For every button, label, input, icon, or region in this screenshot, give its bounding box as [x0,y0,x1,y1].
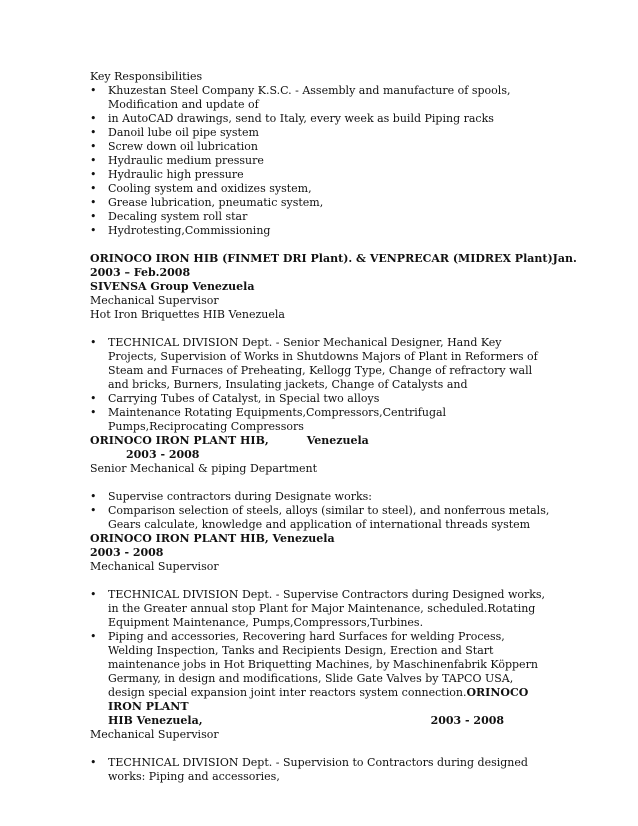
job1-subtitle: Hot Iron Briquettes HIB Venezuela [90,308,285,321]
job2-title: ORINOCO IRON PLANT HIB, [90,434,269,447]
job1-title: ORINOCO IRON HIB (FINMET DRI Plant). & VENPRECAR (MIDREX Plant) [90,252,553,265]
list-item: • Decaling system roll star [90,210,550,224]
job3-dates: 2003 - 2008 [90,546,164,559]
list-item: • Khuzestan Steel Company K.S.C. - Assembly and manufacture of spools, Modification and update of [90,84,550,112]
list-item: • Grease lubrication, pneumatic system, [90,196,550,210]
list-item: • Maintenance Rotating Equipments,Compressors,Centrifugal Pumps,Reciprocating Compressors [90,406,550,434]
job1-title-row [90,252,577,266]
job3-item2-bold-line2: HIB Venezuela, [108,714,203,727]
list-item: • Carrying Tubes of Catalyst, in Special two alloys [90,392,550,406]
job4-list [90,756,550,784]
list-item: • TECHNICAL DIVISION Dept. - Supervision to Contractors during designed works: Piping and accessories, [90,756,550,784]
job2-location: Venezuela [306,434,369,447]
job1-date: 2003 – Feb.2008 [90,266,191,279]
job2-dates: 2003 - 2008 [126,448,200,461]
job3-item2-bold-tail: ORINOCO IRON PLANT [108,686,529,713]
job2-role: Senior Mechanical & piping Department [90,462,318,475]
list-item: • Comparison selection of steels, alloys (similar to steel), and nonferrous metals, Gears calculate, knowledge and application of international threads system [90,504,550,532]
job3-item2-text: Piping and accessories, Recovering hard Surfaces for welding Process, Welding Inspection, Tanks and Recipients Design, Erection and Start maintenance jobs in Hot Briquetting Machines, by Maschinenfabrik Köppern Germany, in design and modifications, Slide Gate Valves by TAPCO USA, design special expansion joint inter reactors system connection. [108,630,538,699]
job4-role: Mechanical Supervisor [90,728,219,741]
list-item: • Hydraulic medium pressure [90,154,550,168]
list-item: • Cooling system and oxidizes system, [90,182,550,196]
key-responsibilities-heading: Key Responsibilities [90,70,203,83]
document-content [90,70,577,784]
job3-list [90,588,550,728]
job1-role: Mechanical Supervisor [90,294,219,307]
job1-date-start: Jan. [552,252,577,265]
list-item [90,630,550,728]
list-item: • TECHNICAL DIVISION Dept. - Senior Mechanical Designer, Hand Key Projects, Supervision of Works in Shutdowns Majors of Plant in Reformers of Steam and Furnaces of Preheating, Kellogg Type, Change of refractory wall and bricks, Burners, Insulating jackets, Change of Catalysts and [90,336,550,392]
list-item: • TECHNICAL DIVISION Dept. - Supervise Contractors during Designed works, in the Greater annual stop Plant for Major Maintenance, scheduled.Rotating Equipment Maintenance, Pumps,Compressors,Turbines. [90,588,550,630]
list-item: • Supervise contractors during Designate works: [90,490,550,504]
list-item: • in AutoCAD drawings, send to Italy, every week as build Piping racks [90,112,550,126]
job3-title: ORINOCO IRON PLANT HIB, Venezuela [90,532,335,545]
list-item: • Danoil lube oil pipe system [90,126,550,140]
job1-company: SIVENSA Group Venezuela [90,280,255,293]
job3-role: Mechanical Supervisor [90,560,219,573]
job3-item2-bold-dates: 2003 - 2008 [430,714,505,727]
key-responsibilities-list [90,84,550,238]
list-item: • Screw down oil lubrication [90,140,550,154]
job1-list [90,336,550,434]
list-item: • Hydrotesting,Commissioning [90,224,550,238]
job2-title-row [90,434,550,448]
list-item: • Hydraulic high pressure [90,168,550,182]
job2-list [90,490,550,532]
